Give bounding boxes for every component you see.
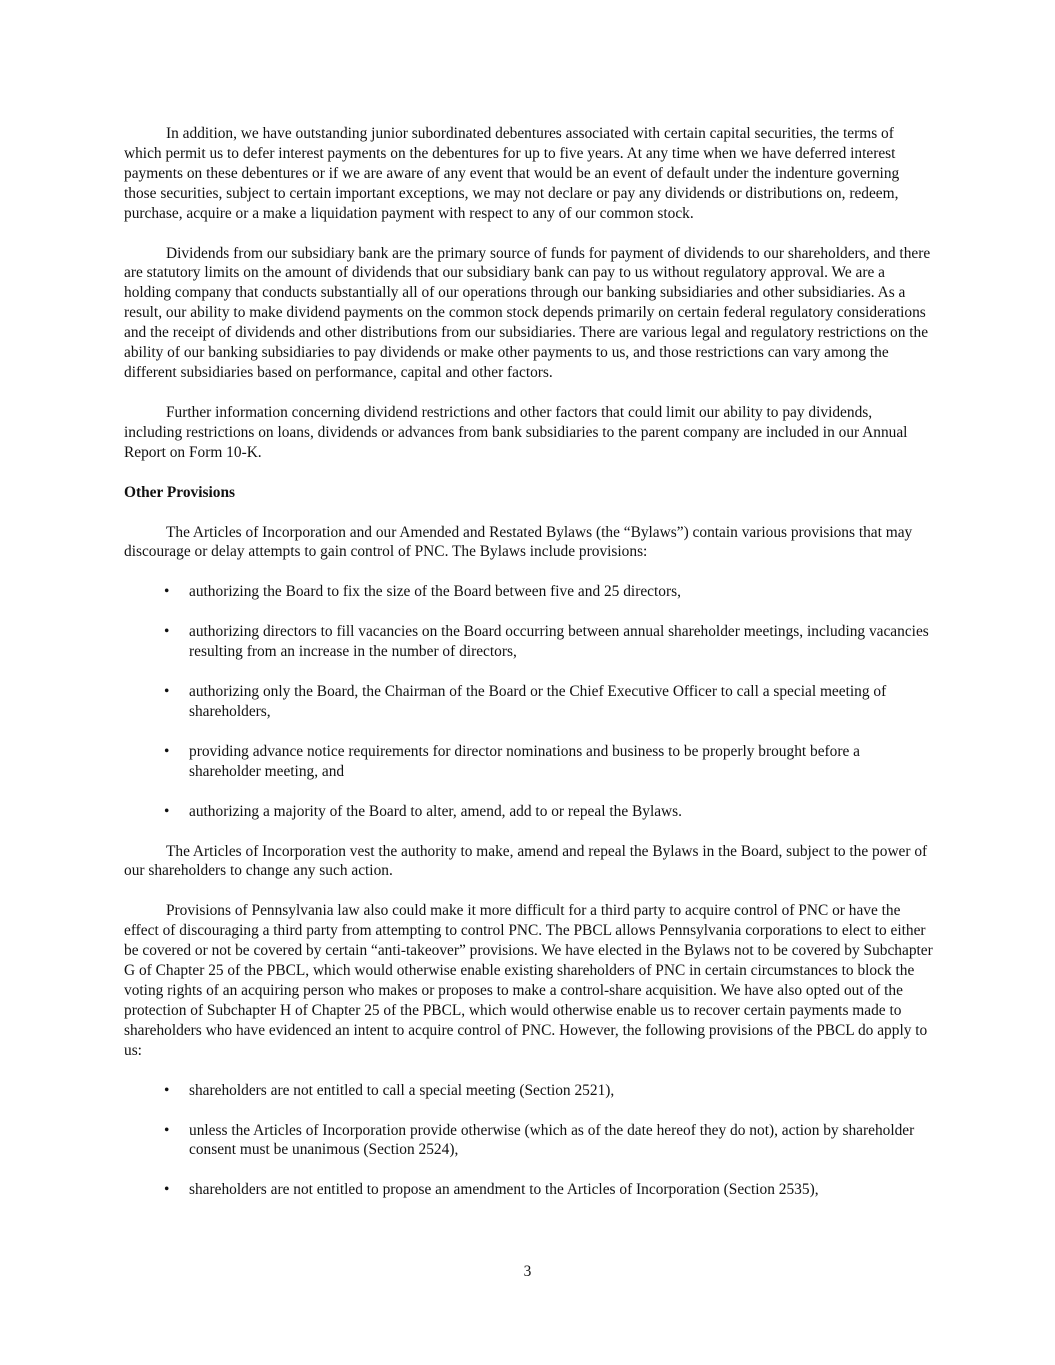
list-item-text: providing advance notice requirements for director nominations and business to be properly brought before a shareholder meeting, and [189, 742, 861, 780]
bullet-icon: • [164, 1081, 170, 1099]
bullet-icon: • [164, 683, 170, 701]
list-item-text: unless the Articles of Incorporation provide otherwise (which as of the date hereof they do not), action by shareholder consent must be unanimous (Section 2524), [189, 1121, 915, 1159]
bullet-icon: • [164, 583, 170, 601]
bullet-icon: • [164, 1121, 170, 1139]
dividend-restrictions-paragraph: Further information concerning dividend restrictions and other factors that could limit our ability to pay dividends, including restrictions on loans, dividends or advances from bank subsidiaries to the parent company are included in our Annual Report on Form 10-K. [124, 403, 908, 461]
bullet-icon: • [164, 623, 170, 641]
bylaws-intro-paragraph: The Articles of Incorporation and our Amended and Restated Bylaws (the “Bylaws”) contain various provisions that may discourage or delay attempts to gain control of PNC. The Bylaws include provisions: [124, 523, 913, 561]
list-item [124, 1180, 934, 1200]
list-item [124, 742, 934, 782]
list-item-text: authorizing a majority of the Board to alter, amend, add to or repeal the Bylaws. [189, 802, 683, 820]
list-item-text: authorizing directors to fill vacancies on the Board occurring between annual shareholder meetings, including vacancies resulting from an increase in the number of directors, [189, 623, 929, 661]
document-page [124, 124, 934, 1220]
section-heading: Other Provisions [124, 483, 236, 501]
list-item-text: shareholders are not entitled to propose an amendment to the Articles of Incorporation (Section 2535), [189, 1181, 819, 1199]
dividends-paragraph: Dividends from our subsidiary bank are the primary source of funds for payment of dividends to our shareholders, and there are statutory limits on the amount of dividends that our subsidiary bank can pay to us without regulatory approval. We are a holding company that conducts substantially all of our operations through our banking subsidiaries and other subsidiaries. As a result, our ability to make dividend payments on the common stock depends primarily on certain federal regulatory considerations and the receipt of dividends and other distributions from our subsidiaries. There are various legal and regulatory restrictions on the ability of our banking subsidiaries to pay dividends or make other payments to us, and those restrictions can vary among the different subsidiaries based on performance, capital and other factors. [124, 244, 931, 381]
list-item [124, 1081, 934, 1101]
list-item-text: authorizing only the Board, the Chairman of the Board or the Chief Executive Officer to call a special meeting of shareholders, [189, 683, 887, 720]
list-item [124, 802, 934, 822]
list-item-text: authorizing the Board to fix the size of the Board between five and 25 directors, [189, 583, 681, 601]
debentures-paragraph: In addition, we have outstanding junior subordinated debentures associated with certain capital securities, the terms of which permit us to defer interest payments on the debentures for up to five years. At any time when we have deferred interest payments on these debentures or if we are aware of any event that would be an event of default under the indenture governing those securities, subject to certain important exceptions, we may not declare or pay any dividends or distributions on, redeem, purchase, acquire or a make a liquidation payment with respect to any of our common stock. [124, 125, 900, 222]
list-item-text: shareholders are not entitled to call a special meeting (Section 2521), [189, 1081, 615, 1099]
bullet-icon: • [164, 802, 170, 820]
page-number: 3 [523, 1263, 532, 1280]
list-item [124, 682, 934, 722]
bullet-icon: • [164, 742, 170, 760]
bullet-icon: • [164, 1181, 170, 1199]
list-item [124, 1121, 934, 1161]
bylaws-provisions-list [124, 582, 934, 821]
list-item [124, 582, 934, 602]
pennsylvania-law-paragraph: Provisions of Pennsylvania law also could make it more difficult for a third party to acquire control of PNC or have the effect of discouraging a third party from attempting to control PNC. The PBCL allows Pennsylvania corporations to elect to either be covered or not be covered by certain “anti-takeover” provisions. We have elected in the Bylaws not to be covered by Subchapter G of Chapter 25 of the PBCL, which would otherwise enable existing shareholders of PNC in certain circumstances to block the voting rights of an acquiring person who makes or proposes to make a control-share acquisition. We have also opted out of the protection of Subchapter H of Chapter 25 of the PBCL, which would otherwise enable us to recover certain payments made to shareholders who have evidenced an intent to acquire control of PNC. However, the following provisions of the PBCL do apply to us: [124, 902, 933, 1059]
list-item [124, 622, 934, 662]
pbcl-provisions-list [124, 1081, 934, 1201]
articles-paragraph: The Articles of Incorporation vest the authority to make, amend and repeal the Bylaws in the Board, subject to the power of our shareholders to change any such action. [124, 842, 928, 880]
